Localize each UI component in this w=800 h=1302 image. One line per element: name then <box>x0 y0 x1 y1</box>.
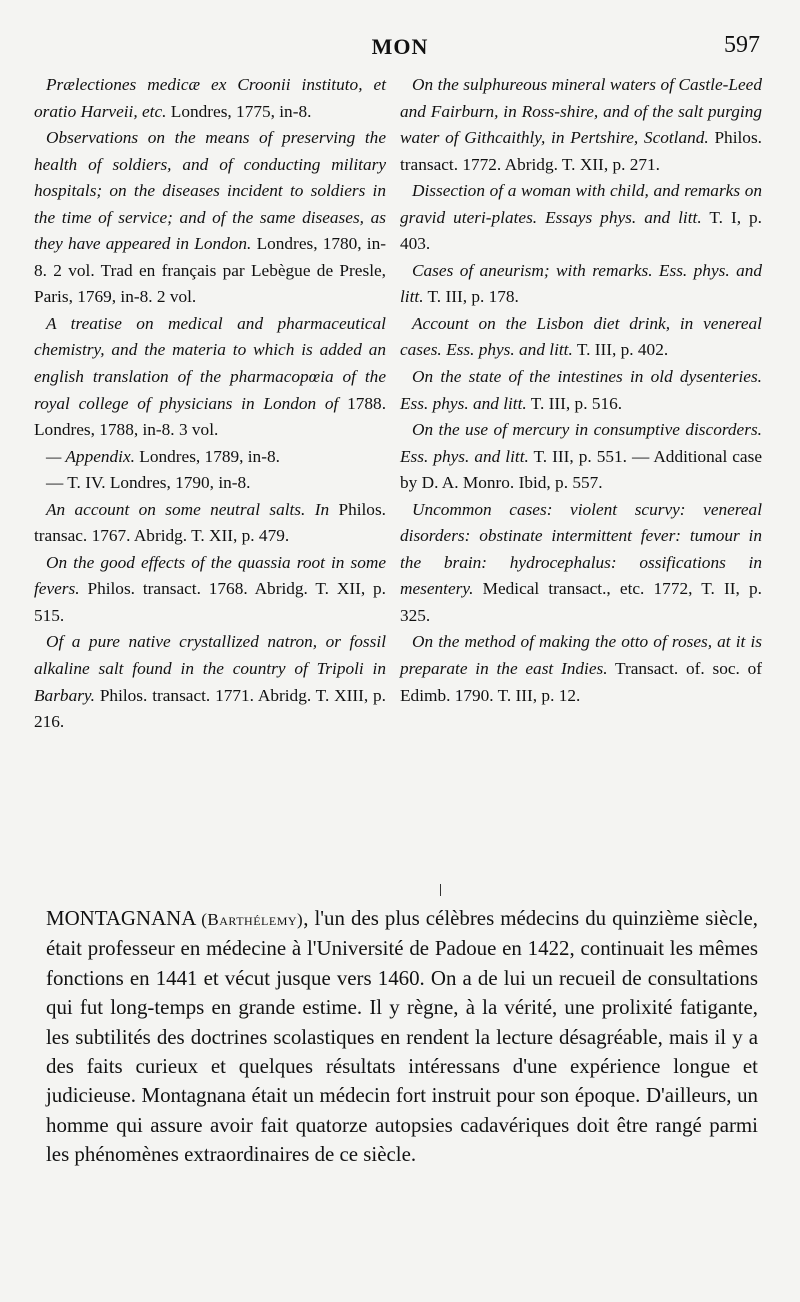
entry-reference: T. III, p. 516. <box>526 393 623 413</box>
entry-title: Observations on the means of preserving the health of soldiers, and of conducting military hospitals; on the diseases incident to soldiers in the time of service; and of the same diseases, as they have appeared in London. <box>34 128 386 254</box>
entry-title: On the sulphureous mineral waters of Castle-Leed and Fairburn, in Ross-shire, and of the salt purging water of Githcaithly, in Pertshire, Scotland. <box>400 75 762 148</box>
entry-reference: Transact. of. soc. of Edimb. 1790. T. III, p. 12. <box>400 659 762 705</box>
bibliography-entry <box>34 72 386 125</box>
bibliography-entry <box>400 311 762 364</box>
entry-text: , l'un des plus célèbres médecins du quinzième siècle, était professeur en médecine à l'Université de Padoue en 1422, continuait les mêmes fonctions en 1441 et vécut jusque vers 1460. On a de lui un recueil de consultations qui fut long-temps en grande estime. Il y règne, à la vérité, une prolixité fatigante, les subtilités des doctrines scolastiques en rendent la lecture désagréable, mais il y a des faits curieux et quelques résultats intéressans d'une expérience longue et judicieuse. Montagnana était un médecin fort instruit pour son époque. D'ailleurs, un homme qui assure avoir fait quatorze autopsies cadavériques doit être rangé parmi les phénomènes extraordinaires de ce siècle. <box>46 906 758 1167</box>
bibliography-entry <box>34 550 386 630</box>
bibliography-entry <box>400 364 762 417</box>
entry-title: A treatise on medical and pharmaceutical chemistry, and the materia to which is added an english translation of the pharmacopœia of the royal college of physicians in London of <box>34 313 386 413</box>
entry-reference: — T. IV. Londres, 1790, in-8. <box>46 473 251 493</box>
entry-reference: Londres, 1780, in-8. 2 vol. Trad en français par Lebègue de Presle, Paris, 1769, in-8. 2 vol. <box>34 234 386 307</box>
biography-entry <box>46 904 758 1170</box>
entry-reference: Medical transact., etc. 1772, T. II, p. 325. <box>400 579 762 625</box>
bibliography-columns <box>34 72 762 736</box>
left-column <box>34 72 386 736</box>
entry-reference: T. III, p. 178. <box>423 287 519 307</box>
entry-title: On the method of making the otto of roses, at it is preparate in the east Indies. <box>400 632 762 679</box>
entry-reference: Philos. transact. 1771. Abridg. T. XIII, p. 216. <box>34 685 386 732</box>
entry-reference: 1788. Londres, 1788, in-8. 3 vol. <box>34 393 387 440</box>
entry-title: Dissection of a woman with child, and remarks on gravid uteri-plates. Essays phys. and litt. <box>400 181 762 227</box>
bibliography-entry <box>34 125 386 311</box>
entry-reference: Londres, 1789, in-8. <box>134 446 280 466</box>
entry-reference: T. III, p. 551. — Additional case by D. A. Monro. Ibid, p. 557. <box>400 446 762 493</box>
entry-reference: Londres, 1775, in-8. <box>166 101 312 121</box>
entry-reference: T. I, p. 403. <box>400 207 763 254</box>
entry-title: Of a pure native crystallized natron, or fossil alkaline salt found in the country of Tripoli in Barbary. <box>34 632 386 705</box>
entry-title: Account on the Lisbon diet drink, in venereal cases. Ess. phys. and litt. <box>400 313 762 360</box>
bibliography-entry <box>400 629 762 709</box>
entry-reference: Philos. transact. 1768. Abridg. T. XII, p. 515. <box>34 579 386 625</box>
entry-title: Uncommon cases: violent scurvy: venereal disorders: obstinate intermittent fever: tumour in the brain: hydrocephalus: ossifications in mesentery. <box>400 499 762 599</box>
bibliography-entry <box>34 311 386 444</box>
bibliography-entry <box>400 497 762 630</box>
entry-title: An account on some neutral salts. In <box>46 499 330 519</box>
entry-reference: Philos. transac. 1767. Abridg. T. XII, p. 479. <box>34 499 386 546</box>
entry-title: On the use of mercury in consumptive discorders. Ess. phys. and litt. <box>400 420 762 466</box>
entry-title: Prælectiones medicæ ex Croonii instituto, et oratio Harveii, etc. <box>34 75 386 121</box>
entry-reference: Philos. transact. 1772. Abridg. T. XII, p. 271. <box>400 128 762 174</box>
bibliography-entry <box>400 72 762 178</box>
right-column <box>400 72 762 736</box>
entry-title: — Appendix. <box>46 446 135 466</box>
column-end-mark <box>440 884 441 896</box>
bibliography-entry <box>34 444 386 471</box>
bibliography-entry <box>34 470 386 497</box>
entry-name: MONTAGNANA <box>46 906 196 930</box>
bibliography-entry <box>400 258 762 311</box>
entry-title: On the state of the intestines in old dysenteries. Ess. phys. and litt. <box>400 367 762 413</box>
entry-title: Cases of aneurism; with remarks. Ess. phys. and litt. <box>400 260 762 307</box>
page-header <box>0 34 800 64</box>
entry-reference: T. III, p. 402. <box>572 340 669 360</box>
bibliography-entry <box>34 497 386 550</box>
running-head: MON <box>371 34 429 59</box>
bibliography-entry <box>34 629 386 735</box>
entry-title: On the good effects of the quassia root in some fevers. <box>34 552 386 599</box>
bibliography-entry <box>400 417 762 497</box>
entry-given-name: (Barthélemy) <box>201 910 304 929</box>
bibliography-entry <box>400 178 762 258</box>
page-number: 597 <box>724 32 760 58</box>
